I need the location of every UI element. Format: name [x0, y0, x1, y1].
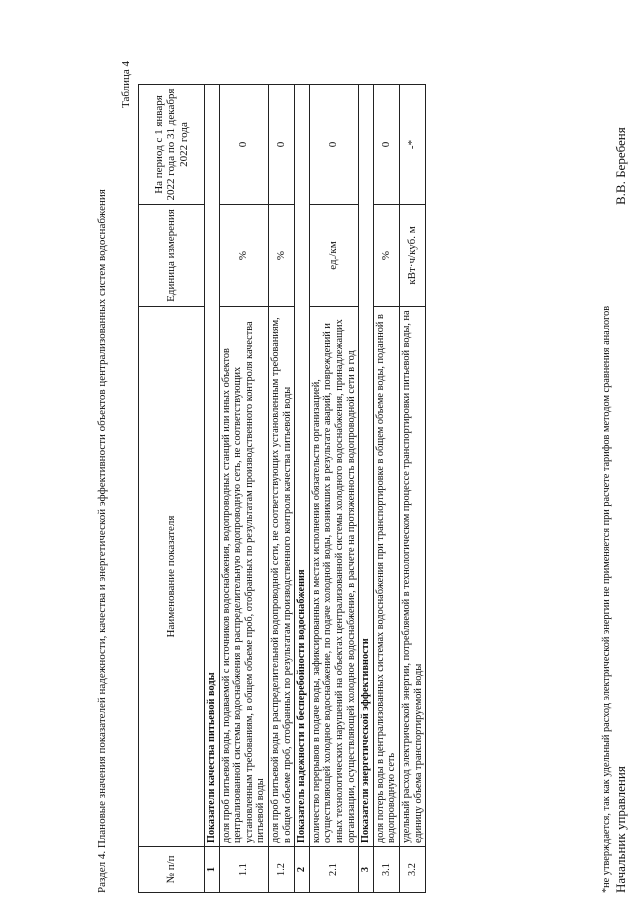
table-row	[309, 85, 358, 893]
table-body	[205, 85, 426, 893]
section-title: Показатели энергетической эффективности	[359, 85, 374, 847]
section-row	[295, 85, 310, 893]
row-number: 3.1	[373, 847, 399, 893]
indicator-name: доля потерь воды в централизованных системах водоснабжения при транспортировке в общем объеме воды, поданной в водопроводную сеть	[373, 307, 399, 847]
signer-name: В.В. Беребеня	[613, 127, 628, 205]
row-number: 1	[205, 847, 220, 893]
row-number: 1.2	[268, 847, 294, 893]
indicator-value: 0	[268, 85, 294, 205]
section-row	[359, 85, 374, 893]
footnote: *не утверждается, так как удельный расход электрической энергии не применяется при расчете тарифов методом сравнения аналогов	[601, 305, 612, 893]
header-unit: Единица измерения	[139, 205, 205, 307]
signer-position: Начальник управления	[613, 766, 628, 893]
header-num: № п/п	[139, 847, 205, 893]
row-number: 2.1	[309, 847, 358, 893]
section-title: Показатели качества питьевой воды	[205, 85, 220, 847]
indicator-value: 0	[219, 85, 268, 205]
indicator-unit: %	[373, 205, 399, 307]
indicator-value: -*	[399, 85, 425, 205]
row-number: 1.1	[219, 847, 268, 893]
indicators-table	[138, 84, 426, 893]
table-header-row	[139, 85, 205, 893]
section-row	[205, 85, 220, 893]
indicator-unit: кВт·ч/куб. м	[399, 205, 425, 307]
indicator-name: доля проб питьевой воды в распределительной водопроводной сети, не соответствующих установленным требованиям, в общем объеме проб, отобранных по результатам производственного контроля качества питьевой воды	[268, 307, 294, 847]
table-row	[373, 85, 399, 893]
indicator-name: удельный расход электрической энергии, потребляемой в технологическом процессе транспортировки питьевой воды, на единицу объема транспортируемой воды	[399, 307, 425, 847]
indicator-unit: %	[219, 205, 268, 307]
row-number: 3.2	[399, 847, 425, 893]
indicator-value: 0	[373, 85, 399, 205]
header-period: На период с 1 января 2022 года по 31 декабря 2022 года	[139, 85, 205, 205]
table-row	[399, 85, 425, 893]
table-row	[268, 85, 294, 893]
row-number: 3	[359, 847, 374, 893]
header-name: Наименование показателя	[139, 307, 205, 847]
indicator-value: 0	[309, 85, 358, 205]
section-heading: Раздел 4. Плановые значения показателей надежности, качества и энергетической эффективности объектов централизованных систем водоснабжения	[96, 189, 108, 893]
row-number: 2	[295, 847, 310, 893]
indicator-name: количество перерывов в подаче воды, зафиксированных в местах исполнения обязательств организацией, осуществляющей холодное водоснабжение, по подаче холодной воды, возникших в результате аварий, повреждений и иных технологических нарушений на объектах централизованной системы холодного водоснабжения, принадлежащих организации, осуществляющей холодное водоснабжение, в расчете на протяженность водопроводной сети в год	[309, 307, 358, 847]
indicator-unit: ед./км	[309, 205, 358, 307]
indicator-unit: %	[268, 205, 294, 307]
table-row	[219, 85, 268, 893]
indicator-name: доля проб питьевой воды, подаваемой с источников водоснабжения, водопроводных станций или иных объектов централизованной системы водоснабжения в распределительную водопроводную сеть, не соответствующих установленным требованиям, в общем объеме проб, отобранных по результатам производственного контроля качества питьевой воды	[219, 307, 268, 847]
table-label: Таблица 4	[120, 60, 132, 108]
section-title: Показатель надежности и бесперебойности водоснабжения	[295, 85, 310, 847]
